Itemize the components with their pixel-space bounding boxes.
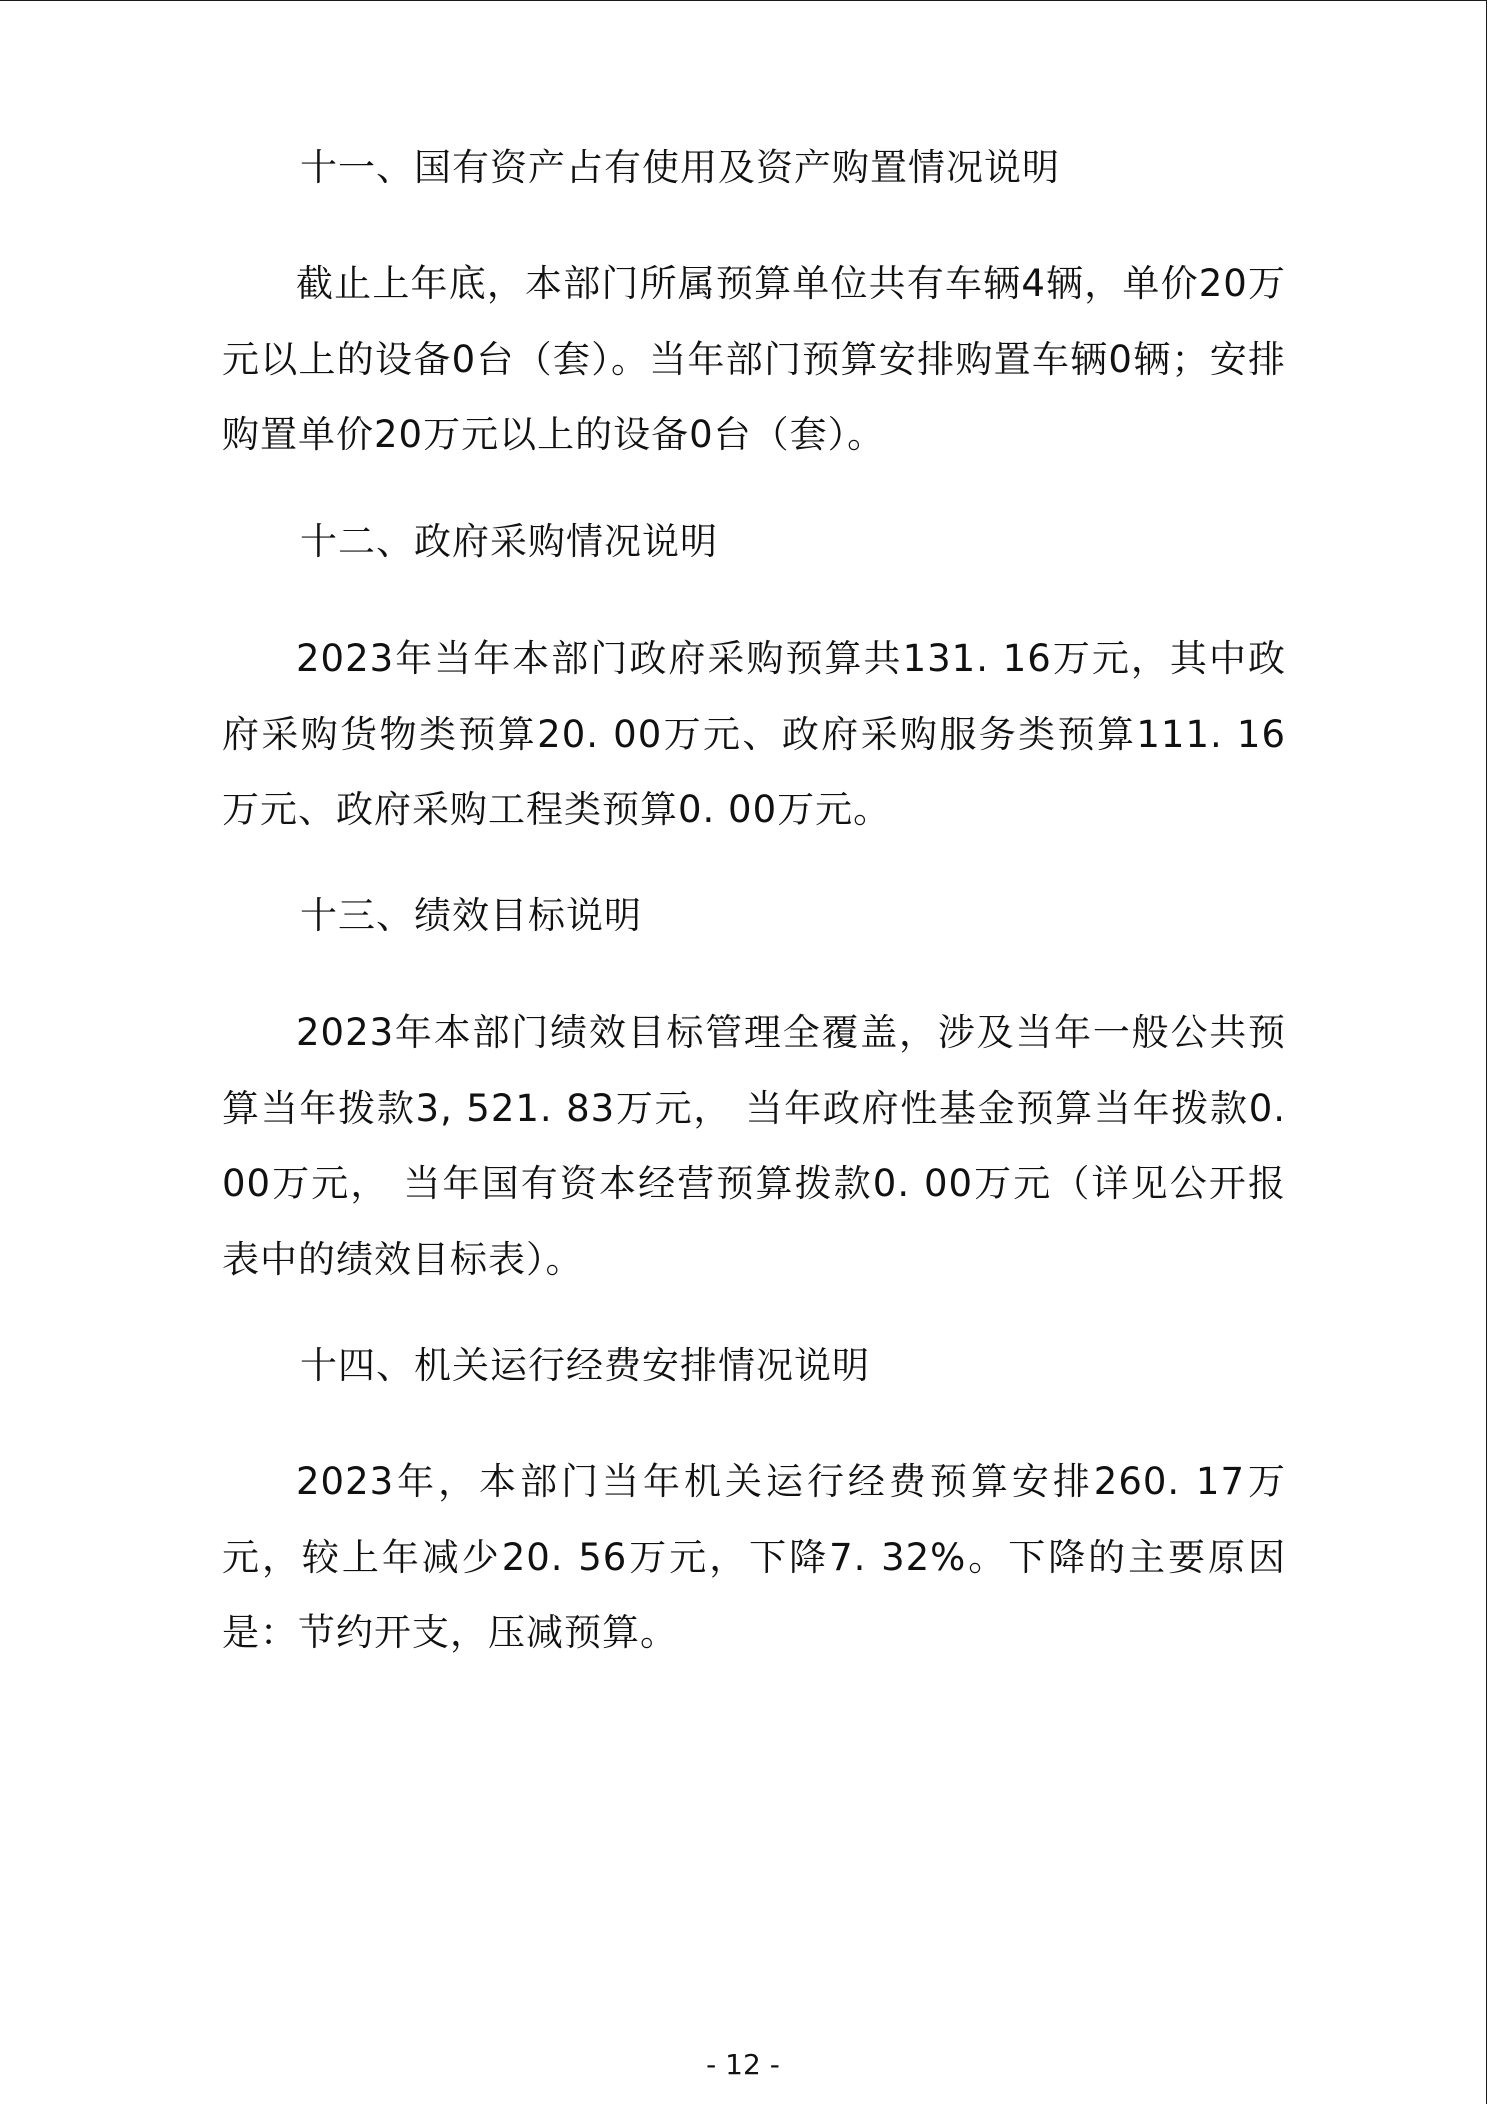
- section-paragraph: 2023年当年本部门政府采购预算共131. 16万元，其中政府采购货物类预算20. 00万元、政府采购服务类预算111. 16万元、政府采购工程类预算0. 00万元。: [222, 637, 1286, 831]
- page-number: - 12 -: [706, 2048, 780, 2081]
- section-paragraph: 截止上年底，本部门所属预算单位共有车辆4辆，单价20万元以上的设备0台（套）。当年部门预算安排购置车辆0辆；安排购置单价20万元以上的设备0台（套）。: [222, 262, 1286, 456]
- section-heading: 十四、机关运行经费安排情况说明: [300, 1344, 870, 1387]
- section-paragraph: 2023年，本部门当年机关运行经费预算安排260. 17万元，较上年减少20. 56万元，下降7. 32%。下降的主要原因是：节约开支，压减预算。: [222, 1460, 1286, 1654]
- section-heading: 十一、国有资产占有使用及资产购置情况说明: [300, 146, 1060, 189]
- section-heading: 十三、绩效目标说明: [300, 894, 642, 937]
- section-paragraph: 2023年本部门绩效目标管理全覆盖，涉及当年一般公共预算当年拨款3, 521. 83万元， 当年政府性基金预算当年拨款0. 00万元， 当年国有资本经营预算拨款0. 00万元（详见公开报表中的绩效目标表）。: [222, 1011, 1286, 1281]
- section-heading: 十二、政府采购情况说明: [300, 520, 718, 563]
